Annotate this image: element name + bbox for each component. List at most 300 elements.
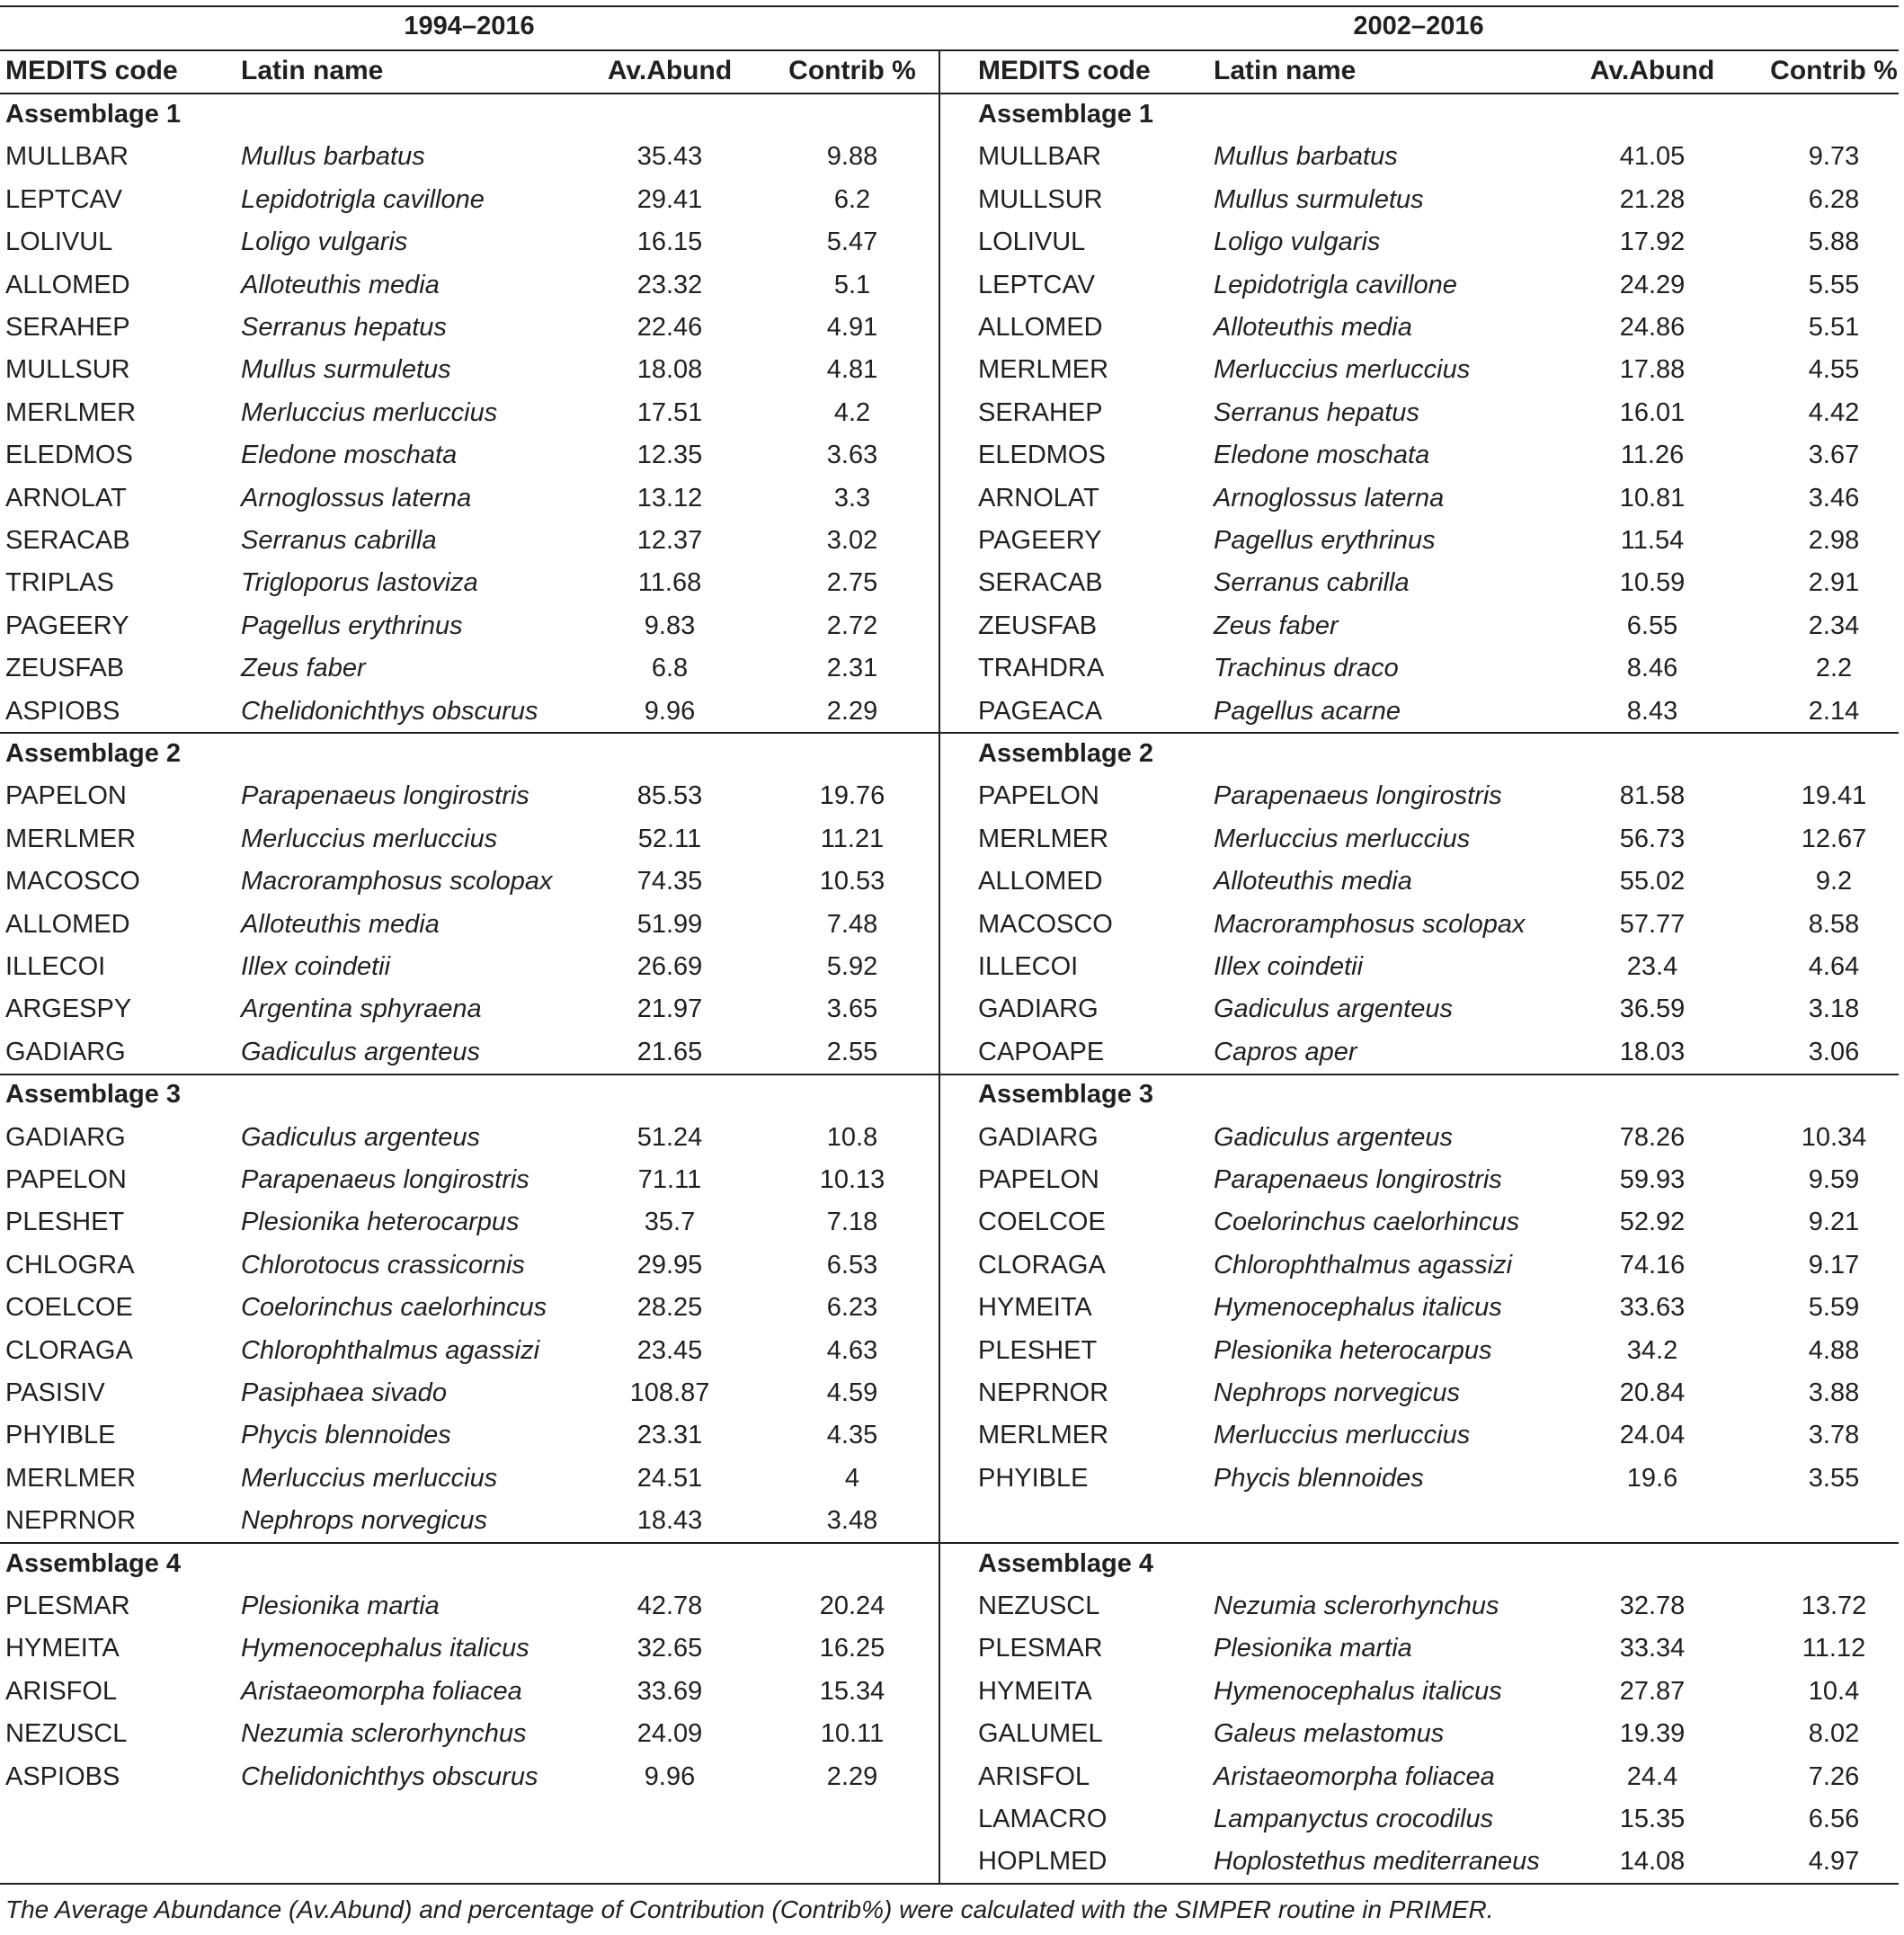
- medits-code: MERLMER: [978, 355, 1109, 385]
- contrib-percent: 4.42: [1808, 397, 1860, 427]
- medits-code: SERAHEP: [978, 397, 1103, 427]
- contrib-percent: 4.35: [826, 1421, 878, 1450]
- latin-name: Mullus barbatus: [1214, 142, 1398, 172]
- column-header-latin: Latin name: [241, 56, 384, 85]
- contrib-percent: 2.2: [1815, 654, 1853, 683]
- latin-name: Trachinus draco: [1214, 654, 1399, 683]
- medits-code: COELCOE: [978, 1208, 1106, 1237]
- contrib-percent: 9.73: [1808, 142, 1860, 172]
- medits-code: GALUMEL: [978, 1719, 1103, 1749]
- av-abund: 22.46: [636, 313, 703, 342]
- latin-name: Lepidotrigla cavillone: [241, 184, 485, 214]
- contrib-percent: 19.41: [1801, 781, 1867, 811]
- av-abund: 28.25: [636, 1293, 703, 1323]
- latin-name: Chlorophthalmus agassizi: [241, 1335, 540, 1365]
- contrib-percent: 9.21: [1808, 1208, 1860, 1237]
- contrib-percent: 3.18: [1808, 994, 1860, 1024]
- contrib-percent: 3.3: [833, 483, 871, 513]
- medits-code: HOPLMED: [978, 1847, 1108, 1877]
- medits-code: HYMEITA: [978, 1293, 1092, 1323]
- contrib-percent: 15.34: [819, 1676, 885, 1706]
- av-abund: 8.46: [1626, 654, 1678, 683]
- contrib-percent: 4.59: [826, 1378, 878, 1407]
- medits-code: ARISFOL: [5, 1676, 118, 1706]
- latin-name: Alloteuthis media: [1214, 867, 1412, 896]
- contrib-percent: 7.48: [826, 909, 878, 939]
- latin-name: Plesionika heterocarpus: [1214, 1335, 1492, 1365]
- medits-code: PAGEERY: [978, 526, 1102, 555]
- contrib-percent: 5.88: [1808, 227, 1860, 257]
- av-abund: 17.51: [636, 397, 703, 427]
- av-abund: 10.81: [1619, 483, 1686, 513]
- av-abund: 36.59: [1619, 994, 1686, 1024]
- medits-code: PAGEACA: [978, 696, 1103, 726]
- latin-name: Mullus surmuletus: [1214, 184, 1424, 214]
- medits-code: MULLSUR: [978, 184, 1103, 214]
- medits-code: PLESMAR: [978, 1634, 1103, 1663]
- assemblage-rule: [0, 1074, 1899, 1075]
- latin-name: Argentina sphyraena: [241, 994, 482, 1024]
- av-abund: 41.05: [1619, 142, 1686, 172]
- av-abund: 34.2: [1626, 1335, 1678, 1365]
- contrib-percent: 5.55: [1808, 270, 1860, 299]
- medits-code: SERAHEP: [5, 313, 130, 342]
- latin-name: Chlorotocus crassicornis: [241, 1250, 525, 1280]
- av-abund: 23.31: [636, 1421, 703, 1450]
- contrib-percent: 4.2: [833, 397, 871, 427]
- contrib-percent: 6.56: [1808, 1805, 1860, 1833]
- av-abund: 23.45: [636, 1335, 703, 1365]
- contrib-percent: 19.76: [819, 781, 885, 811]
- av-abund: 29.95: [636, 1250, 703, 1280]
- latin-name: Merluccius merluccius: [241, 1463, 498, 1493]
- latin-name: Pasiphaea sivado: [241, 1378, 447, 1407]
- latin-name: Coelorinchus caelorhincus: [1214, 1208, 1520, 1237]
- contrib-percent: 3.48: [826, 1506, 878, 1536]
- latin-name: Lepidotrigla cavillone: [1214, 270, 1457, 299]
- latin-name: Trigloporus lastoviza: [241, 568, 478, 598]
- av-abund: 8.43: [1626, 696, 1678, 726]
- av-abund: 24.51: [636, 1463, 703, 1493]
- contrib-percent: 2.31: [826, 654, 878, 683]
- contrib-percent: 2.29: [826, 1761, 878, 1791]
- period-underline: [939, 49, 1899, 51]
- medits-code: ELEDMOS: [5, 441, 133, 470]
- medits-code: ARGESPY: [5, 994, 132, 1024]
- av-abund: 26.69: [636, 952, 703, 981]
- latin-name: Nezumia sclerorhynchus: [1214, 1592, 1499, 1620]
- medits-code: MULLSUR: [5, 355, 130, 385]
- assemblage-label: Assemblage 3: [5, 1080, 182, 1110]
- medits-code: MULLBAR: [5, 142, 129, 172]
- latin-name: Plesionika martia: [241, 1592, 440, 1620]
- av-abund: 24.09: [636, 1719, 703, 1749]
- medits-code: ARNOLAT: [978, 483, 1099, 513]
- medits-code: PLESHET: [978, 1335, 1098, 1365]
- medits-code: CHLOGRA: [5, 1250, 135, 1280]
- medits-code: MULLBAR: [978, 142, 1101, 172]
- av-abund: 33.69: [636, 1676, 703, 1706]
- av-abund: 29.41: [636, 184, 703, 214]
- header-rule: [0, 93, 1899, 94]
- medits-code: ZEUSFAB: [5, 654, 125, 683]
- contrib-percent: 3.88: [1808, 1378, 1860, 1407]
- medits-code: COELCOE: [5, 1293, 133, 1323]
- column-header-abund: Av.Abund: [1589, 56, 1715, 85]
- medits-code: SERACAB: [978, 568, 1103, 598]
- table-footnote: The Average Abundance (Av.Abund) and percentage of Contribution (Contrib%) were calculated with the SIMPER routine in PRIMER.: [5, 1895, 1494, 1924]
- latin-name: Alloteuthis media: [1214, 313, 1412, 342]
- medits-code: LEPTCAV: [978, 270, 1096, 299]
- av-abund: 59.93: [1619, 1165, 1686, 1194]
- contrib-percent: 6.23: [826, 1293, 878, 1323]
- medits-code: GADIARG: [5, 1037, 126, 1066]
- latin-name: Macroramphosus scolopax: [1214, 909, 1526, 939]
- medits-code: LEPTCAV: [5, 184, 123, 214]
- contrib-percent: 6.53: [826, 1250, 878, 1280]
- latin-name: Nezumia sclerorhynchus: [241, 1719, 527, 1749]
- bottom-rule: [0, 1883, 1899, 1885]
- medits-code: LOLIVUL: [978, 227, 1086, 257]
- latin-name: Arnoglossus laterna: [1214, 483, 1445, 513]
- contrib-percent: 4.55: [1808, 355, 1860, 385]
- medits-code: ILLECOI: [5, 952, 106, 981]
- contrib-percent: 3.67: [1808, 441, 1860, 470]
- av-abund: 23.4: [1626, 952, 1678, 981]
- medits-code: MACOSCO: [5, 867, 140, 896]
- medits-code: MERLMER: [5, 824, 137, 853]
- period-header: 2002–2016: [1353, 12, 1484, 40]
- contrib-percent: 8.58: [1808, 909, 1860, 939]
- assemblage-label: Assemblage 3: [978, 1080, 1154, 1110]
- medits-code: CLORAGA: [5, 1335, 133, 1365]
- medits-code: ALLOMED: [5, 909, 130, 939]
- av-abund: 57.77: [1619, 909, 1686, 939]
- medits-code: MACOSCO: [978, 909, 1113, 939]
- contrib-percent: 9.17: [1808, 1250, 1860, 1280]
- contrib-percent: 3.55: [1808, 1463, 1860, 1493]
- medits-code: LOLIVUL: [5, 227, 113, 257]
- contrib-percent: 10.13: [819, 1165, 885, 1194]
- av-abund: 23.32: [636, 270, 703, 299]
- medits-code: PAGEERY: [5, 611, 129, 640]
- av-abund: 33.34: [1619, 1634, 1686, 1663]
- contrib-percent: 2.72: [826, 611, 878, 640]
- contrib-percent: 4.63: [826, 1335, 878, 1365]
- assemblage-rule: [0, 1542, 1899, 1544]
- latin-name: Parapenaeus longirostris: [241, 1165, 529, 1194]
- contrib-percent: 6.2: [833, 184, 871, 214]
- period-header: 1994–2016: [404, 12, 535, 40]
- assemblage-label: Assemblage 2: [978, 739, 1154, 768]
- latin-name: Illex coindetii: [241, 952, 391, 981]
- latin-name: Macroramphosus scolopax: [241, 867, 553, 896]
- medits-code: CAPOAPE: [978, 1037, 1105, 1066]
- av-abund: 19.6: [1626, 1463, 1678, 1493]
- medits-code: ELEDMOS: [978, 441, 1106, 470]
- column-header-latin: Latin name: [1214, 56, 1357, 85]
- medits-code: ALLOMED: [978, 313, 1103, 342]
- av-abund: 35.7: [644, 1208, 696, 1237]
- medits-code: ARISFOL: [978, 1761, 1090, 1791]
- column-header-abund: Av.Abund: [607, 56, 733, 85]
- latin-name: Gadiculus argenteus: [1214, 994, 1453, 1024]
- medits-code: PLESMAR: [5, 1592, 130, 1620]
- medits-code: GADIARG: [978, 994, 1099, 1024]
- contrib-percent: 2.14: [1808, 696, 1860, 726]
- contrib-percent: 10.34: [1801, 1122, 1867, 1152]
- contrib-percent: 11.21: [820, 824, 885, 853]
- medits-code: ASPIOBS: [5, 696, 120, 726]
- av-abund: 81.58: [1619, 781, 1686, 811]
- medits-code: PHYIBLE: [5, 1421, 116, 1450]
- latin-name: Merluccius merluccius: [241, 397, 498, 427]
- av-abund: 21.97: [636, 994, 703, 1024]
- av-abund: 17.88: [1619, 355, 1686, 385]
- contrib-percent: 2.29: [826, 696, 878, 726]
- medits-code: GADIARG: [978, 1122, 1099, 1152]
- av-abund: 51.99: [636, 909, 703, 939]
- assemblage-label: Assemblage 1: [978, 100, 1154, 129]
- contrib-percent: 3.46: [1808, 483, 1860, 513]
- contrib-percent: 10.11: [820, 1719, 885, 1749]
- contrib-percent: 5.92: [826, 952, 878, 981]
- av-abund: 18.43: [636, 1506, 703, 1536]
- contrib-percent: 4.81: [826, 355, 878, 385]
- contrib-percent: 9.59: [1808, 1165, 1860, 1194]
- av-abund: 74.35: [636, 867, 703, 896]
- medits-code: LAMACRO: [978, 1805, 1108, 1833]
- contrib-percent: 4.91: [826, 313, 878, 342]
- medits-code: HYMEITA: [978, 1676, 1092, 1706]
- medits-code: NEPRNOR: [978, 1378, 1109, 1407]
- latin-name: Phycis blennoides: [1214, 1463, 1424, 1493]
- av-abund: 11.54: [1620, 526, 1685, 555]
- medits-code: MERLMER: [978, 1421, 1109, 1450]
- latin-name: Merluccius merluccius: [1214, 824, 1471, 853]
- av-abund: 10.59: [1619, 568, 1686, 598]
- contrib-percent: 9.2: [1815, 867, 1853, 896]
- av-abund: 55.02: [1619, 867, 1686, 896]
- latin-name: Plesionika heterocarpus: [241, 1208, 520, 1237]
- contrib-percent: 3.06: [1808, 1037, 1860, 1066]
- contrib-percent: 10.4: [1808, 1676, 1860, 1706]
- latin-name: Aristaeomorpha foliacea: [241, 1676, 522, 1706]
- medits-code: ALLOMED: [978, 867, 1103, 896]
- latin-name: Zeus faber: [1214, 611, 1339, 640]
- av-abund: 16.01: [1619, 397, 1686, 427]
- contrib-percent: 7.26: [1808, 1761, 1860, 1791]
- medits-code: ZEUSFAB: [978, 611, 1098, 640]
- latin-name: Gadiculus argenteus: [241, 1122, 480, 1152]
- av-abund: 9.83: [644, 611, 696, 640]
- contrib-percent: 12.67: [1801, 824, 1867, 853]
- contrib-percent: 2.75: [826, 568, 878, 598]
- av-abund: 12.35: [636, 441, 703, 470]
- av-abund: 6.8: [651, 654, 689, 683]
- medits-code: PAPELON: [5, 1165, 127, 1194]
- av-abund: 78.26: [1619, 1122, 1686, 1152]
- av-abund: 9.96: [644, 1761, 696, 1791]
- latin-name: Serranus cabrilla: [1214, 568, 1410, 598]
- latin-name: Pagellus acarne: [1214, 696, 1401, 726]
- av-abund: 32.65: [636, 1634, 703, 1663]
- assemblage-label: Assemblage 2: [5, 739, 182, 768]
- latin-name: Hymenocephalus italicus: [241, 1634, 529, 1663]
- latin-name: Merluccius merluccius: [1214, 355, 1471, 385]
- av-abund: 13.12: [636, 483, 703, 513]
- contrib-percent: 2.98: [1808, 526, 1860, 555]
- av-abund: 21.65: [636, 1037, 703, 1066]
- av-abund: 35.43: [636, 142, 703, 172]
- av-abund: 56.73: [1619, 824, 1686, 853]
- av-abund: 9.96: [644, 696, 696, 726]
- contrib-percent: 9.88: [826, 142, 878, 172]
- av-abund: 16.15: [636, 227, 703, 257]
- medits-code: SERACAB: [5, 526, 130, 555]
- latin-name: Nephrops norvegicus: [1214, 1378, 1461, 1407]
- av-abund: 42.78: [636, 1592, 703, 1620]
- medits-code: TRAHDRA: [978, 654, 1105, 683]
- medits-code: MERLMER: [5, 1463, 137, 1493]
- contrib-percent: 5.47: [826, 227, 878, 257]
- latin-name: Loligo vulgaris: [1214, 227, 1381, 257]
- contrib-percent: 7.18: [826, 1208, 878, 1237]
- medits-code: NEZUSCL: [5, 1719, 128, 1749]
- medits-code: PAPELON: [5, 781, 127, 811]
- medits-code: GADIARG: [5, 1122, 126, 1152]
- av-abund: 32.78: [1619, 1592, 1686, 1620]
- latin-name: Pagellus erythrinus: [241, 611, 463, 640]
- contrib-percent: 5.59: [1808, 1293, 1860, 1323]
- medits-code: CLORAGA: [978, 1250, 1106, 1280]
- medits-code: NEZUSCL: [978, 1592, 1100, 1620]
- av-abund: 24.29: [1619, 270, 1686, 299]
- medits-code: PHYIBLE: [978, 1463, 1089, 1493]
- column-header-contrib: Contrib %: [1770, 56, 1898, 85]
- contrib-percent: 4.64: [1808, 952, 1860, 981]
- latin-name: Chlorophthalmus agassizi: [1214, 1250, 1513, 1280]
- av-abund: 52.11: [637, 824, 702, 853]
- contrib-percent: 5.51: [1808, 313, 1860, 342]
- assemblage-label: Assemblage 4: [978, 1548, 1154, 1578]
- medits-code: MERLMER: [978, 824, 1109, 853]
- latin-name: Chelidonichthys obscurus: [241, 696, 538, 726]
- latin-name: Parapenaeus longirostris: [241, 781, 529, 811]
- av-abund: 74.16: [1619, 1250, 1686, 1280]
- medits-code: HYMEITA: [5, 1634, 120, 1663]
- av-abund: 19.39: [1619, 1719, 1686, 1749]
- latin-name: Hymenocephalus italicus: [1214, 1293, 1502, 1323]
- av-abund: 33.63: [1619, 1293, 1686, 1323]
- latin-name: Hoplostethus mediterraneus: [1214, 1847, 1540, 1877]
- latin-name: Mullus barbatus: [241, 142, 425, 172]
- av-abund: 71.11: [637, 1165, 702, 1194]
- latin-name: Zeus faber: [241, 654, 366, 683]
- assemblage-label: Assemblage 4: [5, 1548, 182, 1578]
- contrib-percent: 2.91: [1808, 568, 1860, 598]
- latin-name: Merluccius merluccius: [1214, 1421, 1471, 1450]
- latin-name: Plesionika martia: [1214, 1634, 1412, 1663]
- contrib-percent: 4.88: [1808, 1335, 1860, 1365]
- latin-name: Pagellus erythrinus: [1214, 526, 1436, 555]
- contrib-percent: 4.97: [1808, 1847, 1860, 1877]
- av-abund: 51.24: [636, 1122, 703, 1152]
- latin-name: Serranus hepatus: [1214, 397, 1419, 427]
- contrib-percent: 3.78: [1808, 1421, 1860, 1450]
- latin-name: Merluccius merluccius: [241, 824, 498, 853]
- medits-code: PLESHET: [5, 1208, 125, 1237]
- contrib-percent: 2.55: [826, 1037, 878, 1066]
- medits-code: PAPELON: [978, 1165, 1099, 1194]
- contrib-percent: 10.53: [819, 867, 885, 896]
- av-abund: 18.08: [636, 355, 703, 385]
- latin-name: Gadiculus argenteus: [1214, 1122, 1453, 1152]
- av-abund: 18.03: [1619, 1037, 1686, 1066]
- contrib-percent: 6.28: [1808, 184, 1860, 214]
- av-abund: 21.28: [1619, 184, 1686, 214]
- latin-name: Eledone moschata: [1214, 441, 1430, 470]
- latin-name: Serranus cabrilla: [241, 526, 437, 555]
- latin-name: Alloteuthis media: [241, 270, 440, 299]
- av-abund: 85.53: [636, 781, 703, 811]
- contrib-percent: 16.25: [819, 1634, 885, 1663]
- period-underline: [0, 49, 939, 51]
- latin-name: Loligo vulgaris: [241, 227, 408, 257]
- av-abund: 27.87: [1619, 1676, 1686, 1706]
- av-abund: 11.68: [637, 568, 702, 598]
- latin-name: Arnoglossus laterna: [241, 483, 472, 513]
- av-abund: 6.55: [1626, 611, 1678, 640]
- av-abund: 108.87: [629, 1378, 710, 1407]
- medits-code: NEPRNOR: [5, 1506, 137, 1536]
- medits-code: ASPIOBS: [5, 1761, 120, 1791]
- latin-name: Illex coindetii: [1214, 952, 1364, 981]
- column-header-contrib: Contrib %: [788, 56, 916, 85]
- latin-name: Hymenocephalus italicus: [1214, 1676, 1502, 1706]
- latin-name: Aristaeomorpha foliacea: [1214, 1761, 1495, 1791]
- column-header-code: MEDITS code: [978, 56, 1151, 85]
- latin-name: Serranus hepatus: [241, 313, 447, 342]
- av-abund: 11.26: [1620, 441, 1685, 470]
- av-abund: 15.35: [1619, 1805, 1686, 1833]
- av-abund: 12.37: [636, 526, 703, 555]
- latin-name: Capros aper: [1214, 1037, 1357, 1066]
- av-abund: 24.86: [1619, 313, 1686, 342]
- latin-name: Gadiculus argenteus: [241, 1037, 480, 1066]
- latin-name: Mullus surmuletus: [241, 355, 451, 385]
- latin-name: Nephrops norvegicus: [241, 1506, 488, 1536]
- contrib-percent: 3.63: [826, 441, 878, 470]
- contrib-percent: 5.1: [833, 270, 871, 299]
- latin-name: Eledone moschata: [241, 441, 458, 470]
- latin-name: Chelidonichthys obscurus: [241, 1761, 538, 1791]
- av-abund: 24.4: [1626, 1761, 1678, 1791]
- medits-code: MERLMER: [5, 397, 137, 427]
- contrib-percent: 11.12: [1802, 1634, 1866, 1663]
- period-divider: [939, 49, 940, 1883]
- assemblage-label: Assemblage 1: [5, 100, 182, 129]
- av-abund: 20.84: [1619, 1378, 1686, 1407]
- av-abund: 52.92: [1619, 1208, 1686, 1237]
- latin-name: Galeus melastomus: [1214, 1719, 1445, 1749]
- medits-code: ALLOMED: [5, 270, 130, 299]
- contrib-percent: 3.65: [826, 994, 878, 1024]
- latin-name: Parapenaeus longirostris: [1214, 781, 1502, 811]
- medits-code: PASISIV: [5, 1378, 105, 1407]
- assemblage-rule: [0, 732, 1899, 734]
- av-abund: 17.92: [1619, 227, 1686, 257]
